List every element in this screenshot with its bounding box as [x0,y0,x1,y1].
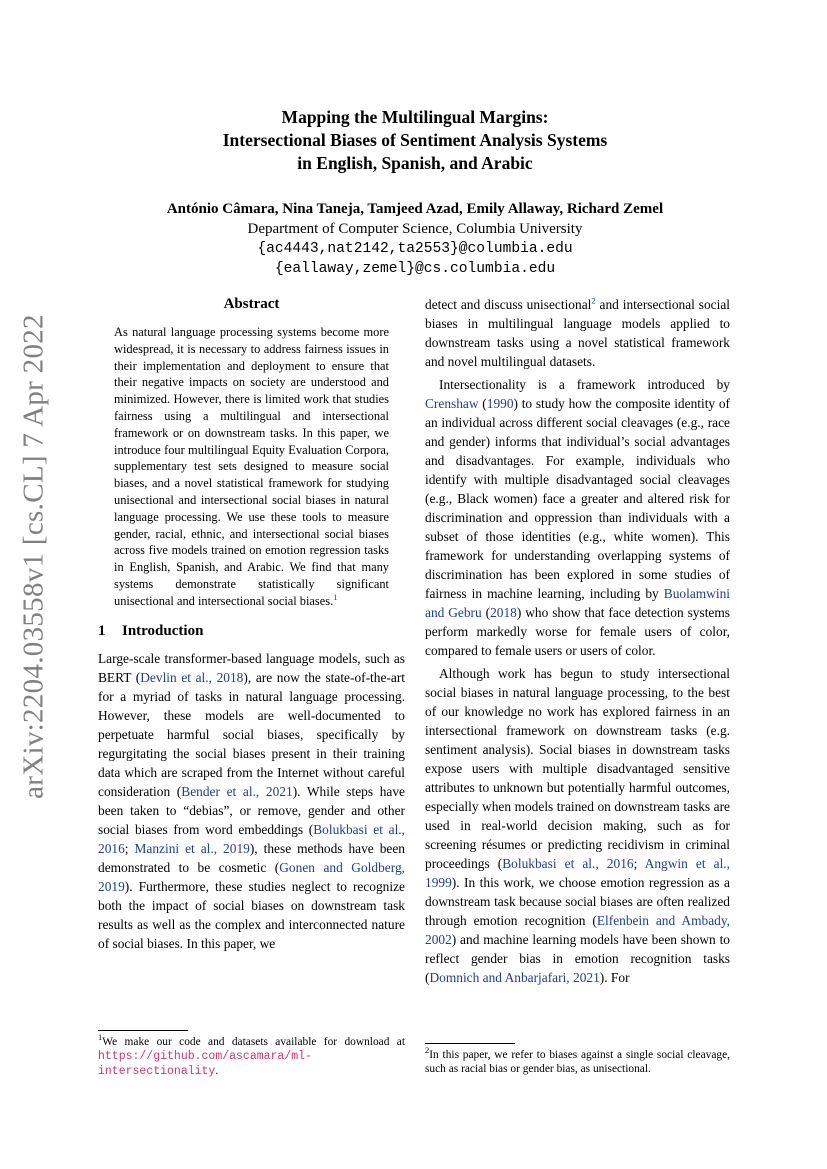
paragraph-text: ). For [599,970,630,985]
title-line: in English, Spanish, and Arabic [297,153,533,173]
paragraph-text: and intersectional social biases in multilingual language models applied to downstream tasks using a novel statistical framework and novel multilingual datasets. [425,297,730,369]
footnote-end: . [215,1065,219,1078]
title-line: Mapping the Multilingual Margins: [281,107,549,127]
paragraph-text: ; [124,840,135,856]
citation-link[interactable]: 2018 [490,605,517,620]
citation-link[interactable]: Elfenbein and Ambady, 2002 [425,913,731,947]
title-line: Intersectional Biases of Sentiment Analysis Systems [222,130,608,150]
intro-paragraph [425,664,730,987]
footnote-text [98,1032,405,1080]
author-email: {eallaway,zemel}@cs.columbia.edu [274,261,556,277]
footnote-marker[interactable]: 1 [333,591,338,602]
paragraph-text: ) to study how the composite identity of an individual across different social cleavages (e.g., race and gender) informs that individual’s social advantages and disadvantages. For example, individuals who identify with multiple disadvantaged social cleavages (e.g., Black women) face a greater and altered risk for discrimination and oppression than individuals with a subset of those identities (e.g., white women). This framework for understanding overlapping systems of discrimination has been explored in some studies of fairness in machine learning, including by [425,396,730,601]
paper-title [100,106,730,175]
citation-link[interactable]: Buolamwini and Gebru [425,586,730,620]
footnote-rule [98,1030,188,1031]
citation-link[interactable]: Crenshaw [425,396,479,411]
left-column [98,295,405,953]
paper-header [100,106,730,279]
citation-link[interactable]: Angwin et al., 1999 [425,856,730,890]
footnote-1 [98,1030,405,1080]
citation-link[interactable]: 1990 [486,396,514,411]
footnote-body: In this paper, we refer to biases against a single social cleavage, such as racial bias or gender bias, as unisectional. [425,1049,730,1076]
affiliation: Department of Computer Science, Columbia University [247,221,583,237]
footnote-marker[interactable]: 2 [591,295,596,306]
paragraph-text: Intersectionality is a framework introduced by [439,377,730,392]
citation-link[interactable]: Bolukbasi et al., 2016 [98,821,406,856]
paragraph-text: ), are now the state-of-the-art for a myriad of tasks in natural language processing. However, these models are well-documented to perpetuate harmful social biases, specifically by regurgitating the social biases present in their training data which are scraped from the Internet without careful consideration ( [98,669,406,799]
intro-paragraph [425,375,730,660]
abstract-body [114,324,389,610]
citation-link[interactable]: Bender et al., 2021 [181,783,293,799]
section-heading [98,622,405,641]
paragraph-text: ). Furthermore, these studies neglect to recognize both the impact of social biases on downstream task results as well as the complex and interconnected nature of social biases. In this paper, we [98,878,405,951]
footnote-body: We make our code and datasets available for download at [102,1036,405,1048]
author-email: {ac4443,nat2142,ta2553}@columbia.edu [257,241,573,257]
footnote-number: 1 [98,1032,103,1043]
paragraph-text: ) who show that face detection systems perform markedly worse for female users of color, compared to female users or users of color. [425,605,730,658]
paragraph-text: detect and discuss unisectional [425,297,592,312]
citation-link[interactable]: Gonen and Goldberg, 2019 [98,859,405,894]
paragraph-text: ( [481,605,491,620]
paragraph-text: ). In this work, we choose emotion regression as a downstream task because social biases are often realized through emotion recognition ( [425,875,730,928]
paragraph-text: ) and machine learning models have been shown to reflect gender bias in emotion recognition tasks ( [425,932,730,985]
paragraph-text: Although work has begun to study intersectional social biases in natural language processing, to the best of our knowledge no work has explored fairness in an intersectional framework on downstream tasks (e.g. sentiment analysis). Social biases in downstream tasks expose users with multiple disadvantaged sensitive attributes to unknown but potentially harmful outcomes, especially when models trained on downstream tasks are used in real-world decision making, such as for screening résumes or predicting recidivism in criminal proceedings ( [425,666,730,871]
intro-paragraph [98,649,405,953]
footnote-text [425,1045,730,1076]
footnote-2 [425,1043,730,1076]
citation-link[interactable]: Manzini et al., 2019 [134,840,250,856]
section-title: Introduction [122,622,204,639]
author-list: António Câmara, Nina Taneja, Tamjeed Azad, Emily Allaway, Richard Zemel [166,201,664,217]
footnote-number: 2 [425,1045,430,1056]
arxiv-identifier: arXiv:2204.03558v1 [cs.CL] 7 Apr 2022 [17,314,50,799]
paragraph-text: ). While steps have been taken to “debias”, or remove, gender and other social biases from word embeddings ( [98,783,406,837]
citation-link[interactable]: Domnich and Anbarjafari, 2021 [429,970,600,985]
paragraph-text: Large-scale transformer-based language models, such as BERT ( [98,650,405,685]
paragraph-text: ), these methods have been demonstrated to be cosmetic ( [98,840,405,875]
paragraph-text: ; [633,856,645,871]
intro-paragraph [425,295,730,371]
abstract-heading: Abstract [223,296,280,312]
citation-link[interactable]: Devlin et al., 2018 [140,669,244,685]
paragraph-text: ( [478,396,487,411]
section-number: 1 [98,622,106,639]
code-link[interactable]: https://github.com/ascamara/ml-intersectionality [98,1050,312,1079]
citation-link[interactable]: Bolukbasi et al., 2016 [502,856,634,871]
abstract-text: As natural language processing systems become more widespread, it is necessary to address fairness issues in their implementation and deployment to ensure that their negative impacts on society are understood and minimized. However, there is limited work that studies fairness using a multilingual and intersectional framework or on downstream tasks. In this paper, we introduce four multilingual Equity Evaluation Corpora, supplementary test sets designed to measure social biases, and a novel statistical framework for studying unisectional and intersectional social biases in natural language processing. We use these tools to measure gender, racial, ethnic, and intersectional social biases across five models trained on emotion regression tasks in English, Spanish, and Arabic. We find that many systems demonstrate statistically significant unisectional and intersectional social biases. [114,325,389,608]
right-column [425,295,730,987]
footnote-rule [425,1043,515,1044]
